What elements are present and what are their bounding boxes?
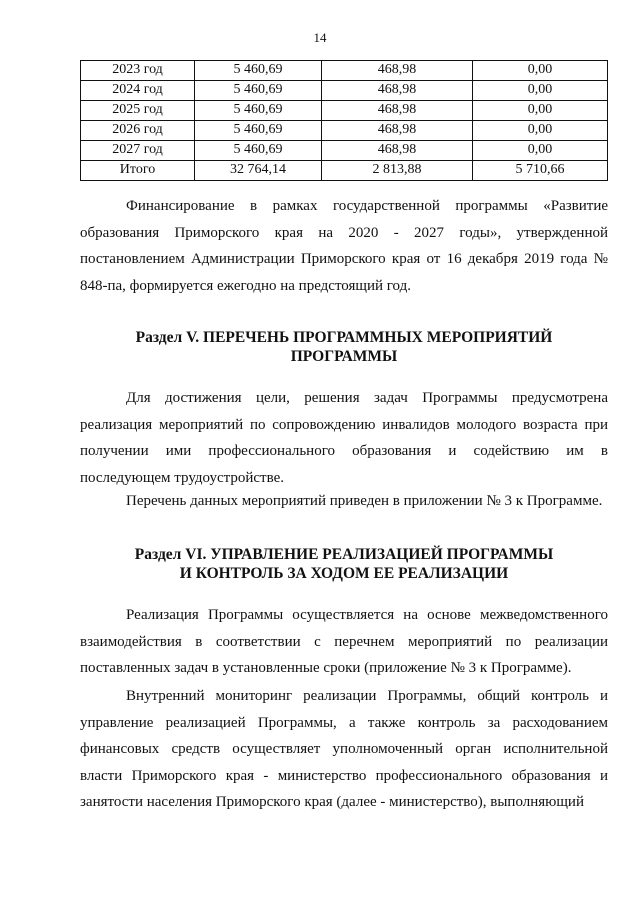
value-cell: 468,98 [322, 121, 473, 141]
table-total-row [81, 161, 608, 181]
year-cell: 2023 год [81, 61, 195, 81]
financing-table-body [81, 61, 608, 181]
year-cell: 2024 год [81, 81, 195, 101]
page-number: 14 [313, 30, 327, 45]
value-cell: 5 460,69 [195, 121, 322, 141]
value-cell: 0,00 [473, 81, 608, 101]
financing-table [80, 60, 608, 181]
section5-paragraph1: Для достижения цели, решения задач Программы предусмотрена реализация мероприятий по сопровождению инвалидов молодого возраста при получении ими профессионального образования и содействию им в последующем трудоустройстве. [80, 390, 608, 486]
value-cell: 0,00 [473, 61, 608, 81]
section6-paragraph2: Внутренний мониторинг реализации Программы, общий контроль и управление реализацией Программы, а также контроль за расходованием финансовых средств осуществляет уполномоченный орган исполнительной власти Приморского края - министерство профессионального образования и занятости населения Приморского края (далее - министерство), выполняющий [80, 688, 608, 810]
financing-paragraph: Финансирование в рамках государственной программы «Развитие образования Приморского края на 2020 - 2027 годы», утвержденной постановлением Администрации Приморского края от 16 декабря 2019 года № 848-па, формируется ежегодно на предстоящий год. [80, 198, 608, 294]
section5-heading-line2: ПРОГРАММЫ [290, 348, 398, 365]
value-cell: 5 460,69 [195, 141, 322, 161]
table-row [81, 101, 608, 121]
value-cell: 5 460,69 [195, 81, 322, 101]
section6-heading-line2: И КОНТРОЛЬ ЗА ХОДОМ ЕЕ РЕАЛИЗАЦИИ [179, 565, 509, 582]
section5-heading-line1: Раздел V. ПЕРЕЧЕНЬ ПРОГРАММНЫХ МЕРОПРИЯТИЙ [135, 329, 553, 346]
table-row [81, 141, 608, 161]
section6-heading-line1: Раздел VI. УПРАВЛЕНИЕ РЕАЛИЗАЦИЕЙ ПРОГРАММЫ [134, 546, 554, 563]
value-cell: 0,00 [473, 141, 608, 161]
year-cell: 2025 год [81, 101, 195, 121]
table-row [81, 121, 608, 141]
value-cell: 0,00 [473, 101, 608, 121]
total-value-cell: 32 764,14 [195, 161, 322, 181]
section5-paragraph2: Перечень данных мероприятий приведен в приложении № 3 к Программе. [126, 493, 603, 509]
total-value-cell: 2 813,88 [322, 161, 473, 181]
year-cell: 2027 год [81, 141, 195, 161]
table-row [81, 61, 608, 81]
table-row [81, 81, 608, 101]
value-cell: 468,98 [322, 141, 473, 161]
value-cell: 5 460,69 [195, 101, 322, 121]
total-label-cell: Итого [81, 161, 195, 181]
section5-heading [100, 328, 588, 366]
year-cell: 2026 год [81, 121, 195, 141]
total-value-cell: 5 710,66 [473, 161, 608, 181]
value-cell: 468,98 [322, 61, 473, 81]
value-cell: 5 460,69 [195, 61, 322, 81]
value-cell: 468,98 [322, 101, 473, 121]
value-cell: 468,98 [322, 81, 473, 101]
section6-heading [100, 545, 588, 583]
value-cell: 0,00 [473, 121, 608, 141]
section6-paragraph1: Реализация Программы осуществляется на основе межведомственного взаимодействия в соответствии с перечнем мероприятий по реализации поставленных задач в установленные сроки (приложение № 3 к Программе). [80, 607, 608, 676]
